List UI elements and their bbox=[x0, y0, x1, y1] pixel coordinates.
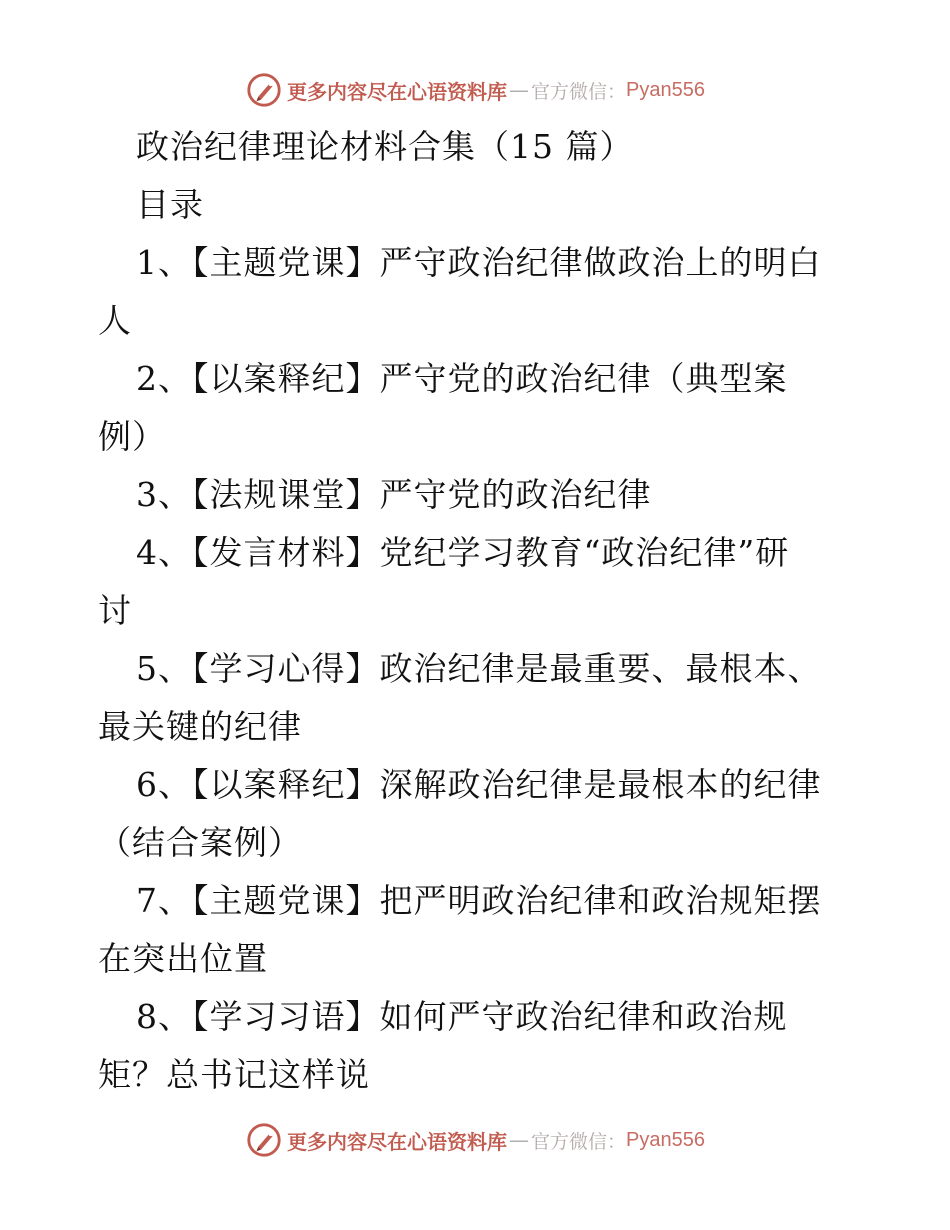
watermark-header bbox=[0, 68, 950, 112]
toc-item-2: 2、【以案释纪】严守党的政治纪律（典型案 bbox=[136, 359, 788, 398]
toc-item-5: 5、【学习心得】政治纪律是最重要、最根本、 bbox=[136, 649, 822, 688]
watermark-separator: — bbox=[509, 78, 529, 102]
toc-item-4-cont: 讨 bbox=[98, 591, 132, 630]
toc-item-4: 4、【发言材料】党纪学习教育“政治纪律”研 bbox=[136, 533, 790, 572]
pen-circle-logo-icon bbox=[245, 71, 283, 109]
toc-item-7-cont: 在突出位置 bbox=[98, 939, 268, 978]
toc-item-3: 3、【法规课堂】严守党的政治纪律 bbox=[136, 475, 652, 514]
pen-circle-logo-icon bbox=[245, 1121, 283, 1159]
toc-item-1-cont: 人 bbox=[98, 301, 132, 340]
watermark-separator: — bbox=[509, 1128, 529, 1152]
toc-item-8-cont: 矩？总书记这样说 bbox=[98, 1055, 370, 1094]
watermark-official-label: 官方微信： bbox=[531, 1130, 627, 1153]
watermark-wechat-id: Pyan556 bbox=[626, 78, 705, 101]
toc-item-2-cont: 例） bbox=[98, 417, 166, 456]
toc-item-6-cont: （结合案例） bbox=[98, 823, 302, 862]
watermark-wechat-id: Pyan556 bbox=[626, 1128, 705, 1151]
watermark-main-text: 更多内容尽在心语资料库 bbox=[287, 79, 507, 104]
toc-item-5-cont: 最关键的纪律 bbox=[98, 707, 302, 746]
document-body bbox=[98, 118, 838, 1104]
toc-item-8: 8、【学习习语】如何严守政治纪律和政治规 bbox=[136, 997, 788, 1036]
watermark-footer bbox=[0, 1118, 950, 1162]
toc-item-7: 7、【主题党课】把严明政治纪律和政治规矩摆 bbox=[136, 881, 822, 920]
watermark-official-label: 官方微信： bbox=[531, 80, 627, 103]
watermark-main-text: 更多内容尽在心语资料库 bbox=[287, 1129, 507, 1154]
toc-heading: 目录 bbox=[136, 185, 204, 224]
toc-item-6: 6、【以案释纪】深解政治纪律是最根本的纪律 bbox=[136, 765, 822, 804]
toc-item-1: 1、【主题党课】严守政治纪律做政治上的明白 bbox=[136, 243, 822, 282]
document-title: 政治纪律理论材料合集（15 篇） bbox=[136, 127, 634, 166]
